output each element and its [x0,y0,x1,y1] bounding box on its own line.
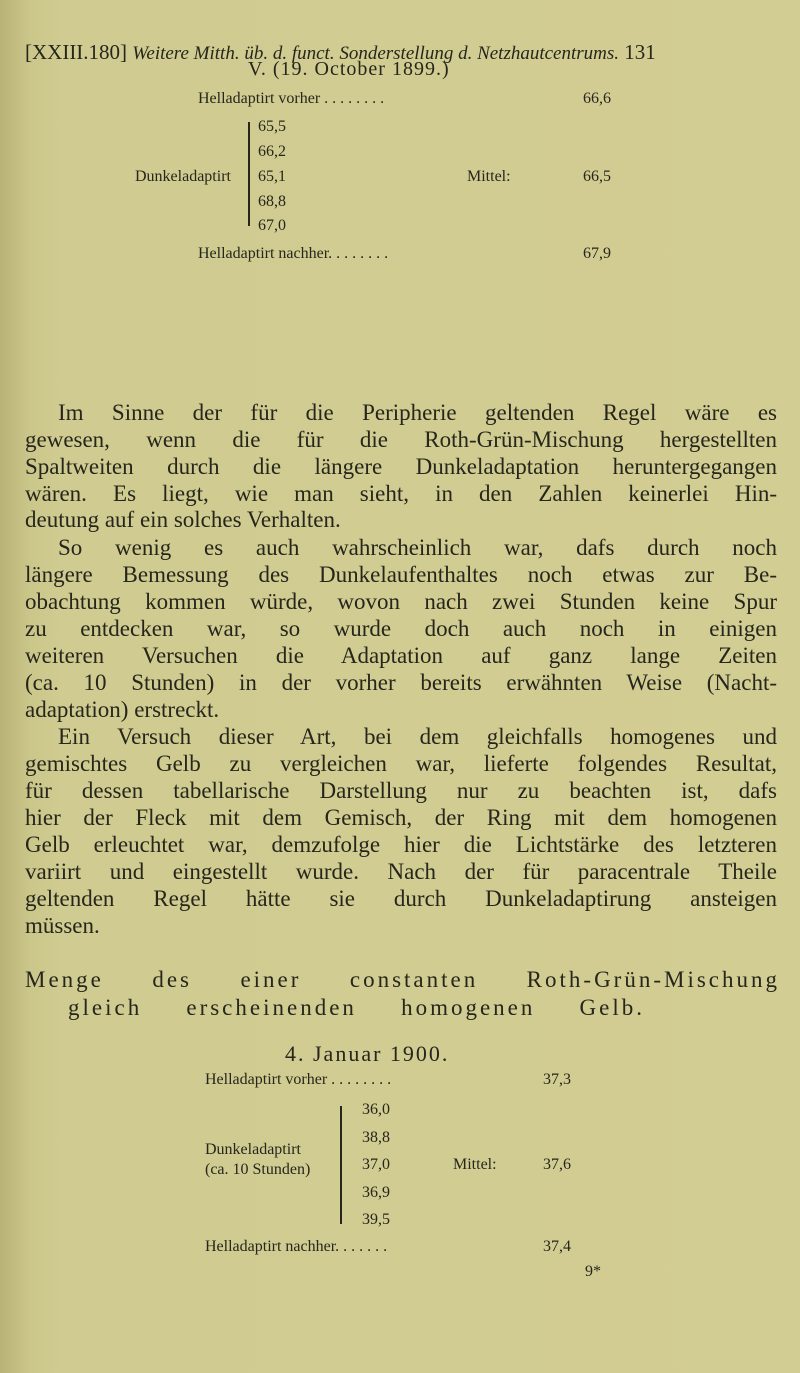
body-line: wären. Es liegt, wie man sieht, in den Zahlen keinerlei Hin- [25,481,777,506]
section-heading-line1: Menge des einer constanten Roth-Grün-Mischung [25,967,780,992]
table1-before-value: 66,6 [583,90,611,107]
table1-before-label: Helladaptirt vorher . . . . . . . . [198,90,385,107]
body-line: längere Bemessung des Dunkelaufenthaltes noch etwas zur Be- [25,562,777,587]
body-line: Spaltweiten durch die längere Dunkeladaptation heruntergegangen [25,454,777,479]
body-line: Gelb erleuchtet war, demzufolge hier die Lichtstärke des letzteren [25,832,777,857]
body-line: gewesen, wenn die für die Roth-Grün-Mischung hergestellten [25,427,777,452]
body-line: hier der Fleck mit dem Gemisch, der Ring mit dem homogenen [25,805,777,830]
table1-title: V. (19. October 1899.) [248,58,450,80]
table1-mean-value: 66,5 [583,168,611,185]
table2-dark-label-1: Dunkeladaptirt [205,1141,301,1158]
table2-value: 37,0 [362,1156,390,1173]
body-line: gemischtes Gelb zu vergleichen war, lieferte folgendes Resultat, [25,751,777,776]
body-line: Im Sinne der für die Peripherie geltenden Regel wäre es [58,400,777,425]
table2-mean-label: Mittel: [453,1156,497,1173]
body-line: (ca. 10 Stunden) in der vorher bereits erwähnten Weise (Nacht- [25,670,777,695]
table2-dark-label-2: (ca. 10 Stunden) [205,1161,311,1178]
table2-value: 39,5 [362,1211,390,1228]
page-number: 131 [624,40,656,64]
body-line: weiteren Versuchen die Adaptation auf ganz lange Zeiten [25,643,777,668]
table2-value: 36,0 [362,1101,390,1118]
body-line: für dessen tabellarische Darstellung nur zu beachten ist, dafs [25,778,777,803]
running-title: Weitere Mitth. üb. d. funct. Sonderstellung d. Netzhautcentrums. [132,43,620,64]
table1-value: 68,8 [258,193,286,210]
body-line: zu entdecken war, so wurde doch auch noch in einigen [25,616,777,641]
body-line: So wenig es auch wahrscheinlich war, dafs durch noch [58,535,777,560]
table1-value: 65,1 [258,168,286,185]
body-line: Ein Versuch dieser Art, bei dem gleichfalls homogenes und [58,724,777,749]
section-heading-line2: gleich erscheinenden homogenen Gelb. [68,995,645,1020]
table2-after-label: Helladaptirt nachher. . . . . . . [205,1238,388,1255]
table2-value: 38,8 [362,1129,390,1146]
table2-date: 4. Januar 1900. [285,1041,450,1066]
table2-value: 36,9 [362,1184,390,1201]
table1-after-value: 67,9 [583,245,611,262]
table2-before-value: 37,3 [543,1071,571,1088]
table1-value: 65,5 [258,118,286,135]
table2-before-label: Helladaptirt vorher . . . . . . . . [205,1071,392,1088]
body-line: obachtung kommen würde, wovon nach zwei Stunden keine Spur [25,589,777,614]
body-line: variirt und eingestellt wurde. Nach der für paracentrale Theile [25,859,777,884]
brace [340,1106,342,1224]
body-line: müssen. [25,913,100,938]
brace [248,122,250,226]
table1-after-label: Helladaptirt nachher. . . . . . . . [198,245,389,262]
body-line: deutung auf ein solches Verhalten. [25,507,341,532]
table1-mean-label: Mittel: [467,168,511,185]
table2-after-value: 37,4 [543,1238,571,1255]
table1-value: 66,2 [258,143,286,160]
table1-value: 67,0 [258,217,286,234]
body-line: geltenden Regel hätte sie durch Dunkeladaptirung ansteigen [25,886,777,911]
table2-mean-value: 37,6 [543,1156,571,1173]
section-ref: [XXIII.180] [25,40,128,64]
body-line: adaptation) erstreckt. [25,697,220,722]
table1-dark-label: Dunkeladaptirt [135,168,231,185]
signature-mark: 9* [585,1263,601,1280]
